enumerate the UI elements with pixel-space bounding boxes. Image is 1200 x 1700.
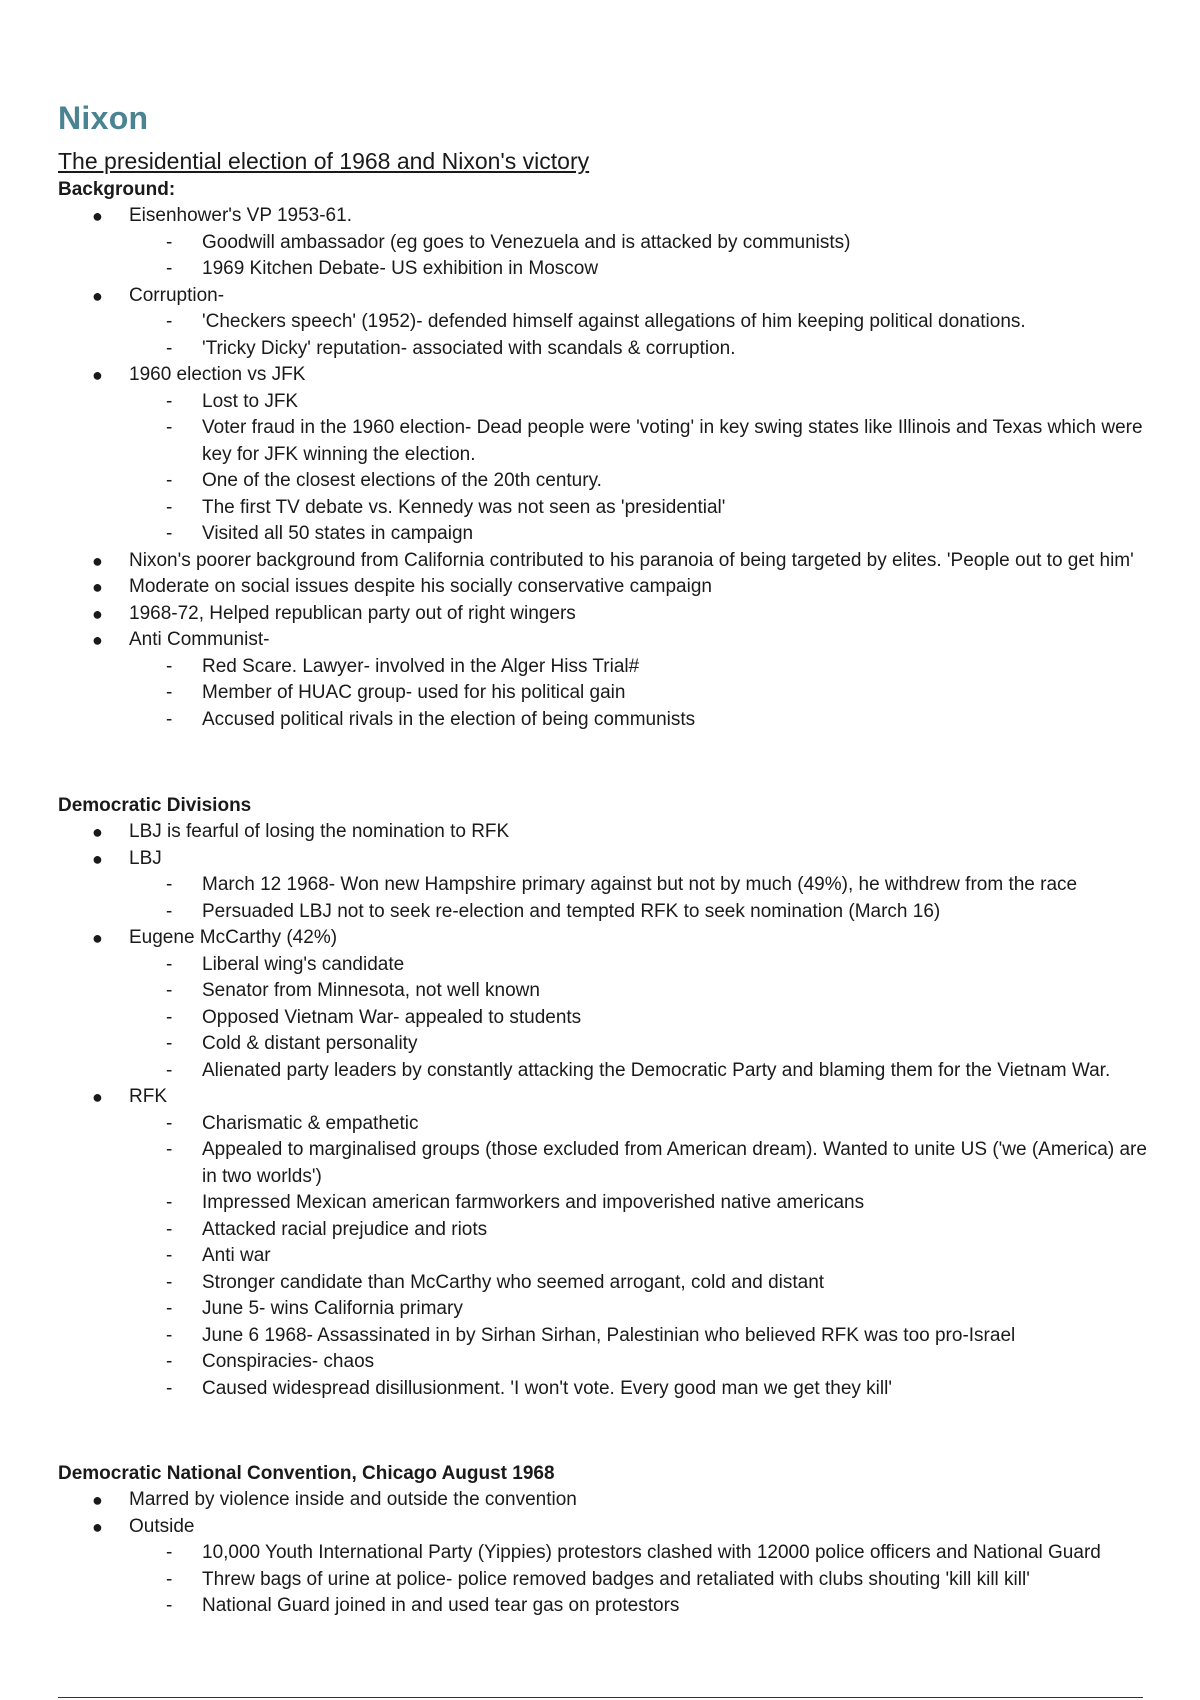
- dash-icon: -: [166, 1568, 173, 1590]
- section-background: [58, 177, 1148, 733]
- dash-icon: -: [166, 231, 173, 253]
- dash-icon: -: [166, 1298, 173, 1319]
- sub-item: - Attacked racial prejudice and riots: [58, 1217, 1148, 1244]
- sub-item: - Member of HUAC group- used for his political gain: [58, 680, 1148, 707]
- bullet-icon: ●: [92, 848, 103, 869]
- dash-icon: -: [166, 1112, 173, 1134]
- sub-item: - Impressed Mexican american farmworkers and impoverished native americans: [58, 1190, 1148, 1217]
- dash-icon: -: [166, 1245, 173, 1266]
- sub-item: - March 12 1968- Won new Hampshire primary against but not by much (49%), he withdrew from the race: [58, 872, 1148, 899]
- bullet-icon: ●: [92, 1490, 103, 1510]
- dash-icon: -: [166, 496, 173, 518]
- sub-item: - The first TV debate vs. Kennedy was not seen as 'presidential': [58, 495, 1148, 522]
- sub-item: - Conspiracies- chaos: [58, 1349, 1148, 1376]
- sub-item: - 'Tricky Dicky' reputation- associated with scandals & corruption.: [58, 336, 1148, 363]
- dash-icon: -: [166, 980, 173, 1001]
- dash-icon: -: [166, 311, 173, 332]
- dash-icon: -: [166, 1218, 173, 1240]
- dash-icon: -: [166, 1006, 173, 1028]
- section-heading: Democratic National Convention, Chicago August 1968: [58, 1463, 555, 1484]
- sub-item: - Senator from Minnesota, not well known: [58, 978, 1148, 1005]
- sub-item: - 10,000 Youth International Party (Yippies) protestors clashed with 12000 police officers and National Guard: [58, 1540, 1148, 1567]
- section-democratic-divisions: [58, 793, 1148, 1402]
- sub-item: - Opposed Vietnam War- appealed to students: [58, 1005, 1148, 1032]
- dash-icon: -: [166, 470, 173, 491]
- dash-icon: -: [166, 900, 173, 922]
- sub-item: - 1969 Kitchen Debate- US exhibition in Moscow: [58, 256, 1148, 283]
- sub-item: - Goodwill ambassador (eg goes to Venezuela and is attacked by communists): [58, 230, 1148, 257]
- sub-item: - Appealed to marginalised groups (those excluded from American dream). Wanted to unite US ('we (America) are in two worlds'): [166, 1139, 1147, 1187]
- sub-item: - Alienated party leaders by constantly attacking the Democratic Party and blaming them for the Vietnam War.: [58, 1058, 1148, 1085]
- bullet-icon: ●: [92, 1087, 103, 1107]
- sub-item: - Persuaded LBJ not to seek re-election and tempted RFK to seek nomination (March 16): [58, 899, 1148, 926]
- dash-icon: -: [166, 1542, 173, 1563]
- bullet-icon: ●: [92, 1516, 103, 1537]
- bullet-item: ● RFK: [58, 1084, 1148, 1111]
- sub-item: - June 6 1968- Assassinated in by Sirhan Sirhan, Palestinian who believed RFK was too pro-Israel: [58, 1323, 1148, 1350]
- sub-item: - One of the closest elections of the 20th century.: [58, 468, 1148, 495]
- bullet-icon: ●: [92, 550, 103, 571]
- section-heading: Background:: [58, 179, 176, 200]
- bullet-item: ● Anti Communist-: [58, 627, 1148, 654]
- dash-icon: -: [166, 1351, 173, 1372]
- dash-icon: -: [166, 682, 173, 703]
- bullet-icon: ●: [92, 603, 103, 624]
- bullet-icon: ●: [92, 577, 103, 597]
- bullet-icon: ●: [92, 822, 103, 842]
- sub-item: - Accused political rivals in the election of being communists: [58, 707, 1148, 734]
- bullet-item: ● Nixon's poorer background from California contributed to his paranoia of being targeted by elites. 'People out to get him': [58, 548, 1148, 575]
- bullet-item: ● Eisenhower's VP 1953-61.: [58, 203, 1148, 230]
- sub-item: - Visited all 50 states in campaign: [58, 521, 1148, 548]
- section-democratic-national-convention: [58, 1461, 1148, 1620]
- dash-icon: -: [166, 874, 173, 895]
- sub-item: - Red Scare. Lawyer- involved in the Alger Hiss Trial#: [58, 654, 1148, 681]
- dash-icon: -: [166, 655, 173, 677]
- bullet-item: ● Moderate on social issues despite his socially conservative campaign: [58, 574, 1148, 601]
- dash-icon: -: [166, 1324, 173, 1346]
- sub-item: - June 5- wins California primary: [58, 1296, 1148, 1323]
- bullet-item: ● Marred by violence inside and outside the convention: [58, 1487, 1148, 1514]
- bullet-item: ● LBJ: [58, 846, 1148, 873]
- bullet-item: ● Eugene McCarthy (42%): [58, 925, 1148, 952]
- dash-icon: -: [166, 953, 173, 975]
- dash-icon: -: [166, 1595, 173, 1616]
- bullet-item: ● LBJ is fearful of losing the nomination to RFK: [58, 819, 1148, 846]
- bullet-icon: ●: [92, 365, 103, 385]
- sub-item: - National Guard joined in and used tear gas on protestors: [58, 1593, 1148, 1620]
- bullet-item: ● Corruption-: [58, 283, 1148, 310]
- bullet-icon: ●: [92, 206, 103, 226]
- dash-icon: -: [166, 1271, 173, 1293]
- sub-item: - Stronger candidate than McCarthy who seemed arrogant, cold and distant: [58, 1270, 1148, 1297]
- bullet-item: ● 1960 election vs JFK: [58, 362, 1148, 389]
- sub-item: - Cold & distant personality: [58, 1031, 1148, 1058]
- sub-item: - Threw bags of urine at police- police removed badges and retaliated with clubs shouting 'kill kill kill': [58, 1567, 1148, 1594]
- page-subtitle: The presidential election of 1968 and Nixon's victory: [58, 148, 590, 174]
- page-title: Nixon: [58, 100, 149, 136]
- sub-item: - Caused widespread disillusionment. 'I won't vote. Every good man we get they kill': [58, 1376, 1148, 1403]
- dash-icon: -: [166, 390, 173, 412]
- dash-icon: -: [166, 417, 173, 438]
- sub-item: - 'Checkers speech' (1952)- defended himself against allegations of him keeping political donations.: [58, 309, 1148, 336]
- bullet-item: ● 1968-72, Helped republican party out of right wingers: [58, 601, 1148, 628]
- sub-item: - Liberal wing's candidate: [58, 952, 1148, 979]
- dash-icon: -: [166, 1377, 173, 1399]
- sub-item: - Lost to JFK: [58, 389, 1148, 416]
- bullet-item: ● Outside: [58, 1514, 1148, 1541]
- dash-icon: -: [166, 1033, 173, 1054]
- sub-item: - Charismatic & empathetic: [58, 1111, 1148, 1138]
- dash-icon: -: [166, 337, 173, 359]
- dash-icon: -: [166, 1139, 173, 1160]
- dash-icon: -: [166, 523, 173, 544]
- dash-icon: -: [166, 1192, 173, 1213]
- dash-icon: -: [166, 1059, 173, 1081]
- sub-item: - Anti war: [58, 1243, 1148, 1270]
- sub-item: - Voter fraud in the 1960 election- Dead people were 'voting' in key swing states like Illinois and Texas which were key for JFK winning the election.: [166, 417, 1143, 465]
- section-heading: Democratic Divisions: [58, 795, 252, 816]
- bullet-icon: ●: [92, 285, 103, 306]
- bullet-icon: ●: [92, 928, 103, 948]
- dash-icon: -: [166, 708, 173, 730]
- bullet-icon: ●: [92, 630, 103, 650]
- dash-icon: -: [166, 258, 173, 279]
- bottom-divider: [58, 1697, 1143, 1698]
